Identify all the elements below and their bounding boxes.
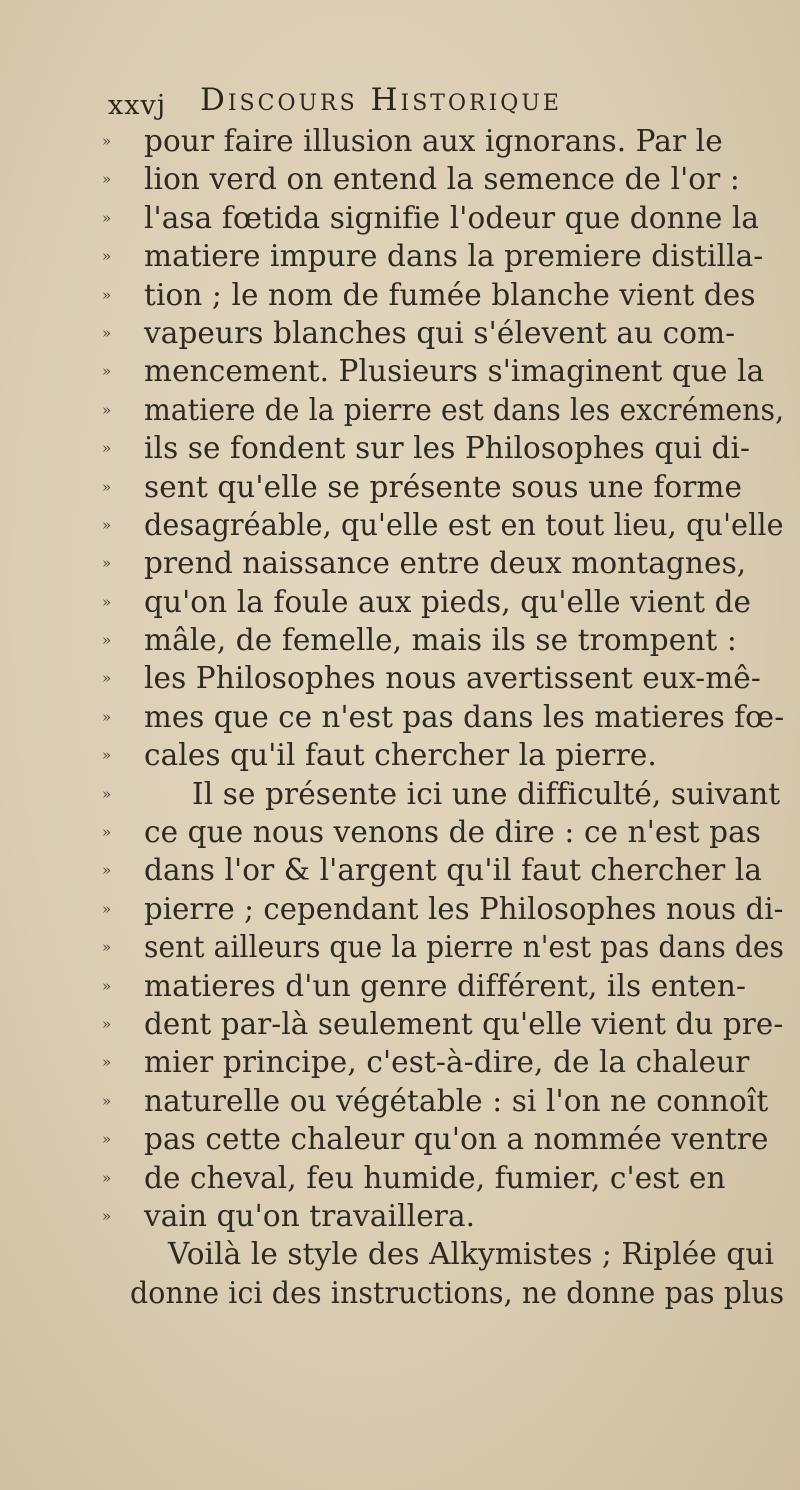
text-line-27: » pas cette chaleur qu'on a nommée ventre xyxy=(100,1120,780,1158)
quote-mark: » xyxy=(102,515,112,534)
page-header xyxy=(108,76,768,126)
quote-mark: » xyxy=(102,899,112,918)
quote-mark: » xyxy=(102,1168,112,1187)
text-line-4: » matiere impure dans la premiere distilla- xyxy=(100,237,780,275)
quote-mark: » xyxy=(102,362,112,381)
quote-mark: » xyxy=(102,439,112,458)
quote-mark: » xyxy=(102,1014,112,1033)
text-line-18: » Il se présente ici une difficulté, suivant xyxy=(100,775,780,813)
text-line-24: » dent par-là seulement qu'elle vient du pre- xyxy=(100,1005,780,1043)
quote-mark: » xyxy=(102,938,112,957)
quote-mark: » xyxy=(102,208,112,227)
quote-mark: » xyxy=(102,592,112,611)
text-line-23: » matieres d'un genre différent, ils enten- xyxy=(100,967,780,1005)
text-line-11: » desagréable, qu'elle est en tout lieu, qu'elle xyxy=(100,506,780,544)
text-line-16: » mes que ce n'est pas dans les matieres fœ- xyxy=(100,698,780,736)
text-line-10: » sent qu'elle se présente sous une forme xyxy=(100,468,780,506)
quote-mark: » xyxy=(102,746,112,765)
text-line-13: » qu'on la foule aux pieds, qu'elle vient de xyxy=(100,583,780,621)
quote-mark: » xyxy=(102,170,112,189)
page-number: xxvj xyxy=(108,90,167,121)
text-line-31: donne ici des instructions, ne donne pas plus xyxy=(130,1275,785,1310)
quote-mark: » xyxy=(102,132,112,150)
text-line-17: » cales qu'il faut chercher la pierre. xyxy=(100,736,780,774)
text-line-21: » pierre ; cependant les Philosophes nous di- xyxy=(100,890,780,928)
text-line-12: » prend naissance entre deux montagnes, xyxy=(100,544,780,582)
text-line-15: » les Philosophes nous avertissent eux-mê- xyxy=(100,659,780,697)
quote-mark: » xyxy=(102,554,112,573)
text-line-7: » mencement. Plusieurs s'imaginent que la xyxy=(100,352,780,390)
quote-mark: » xyxy=(102,1206,112,1225)
text-line-19: » ce que nous venons de dire : ce n'est pas xyxy=(100,813,780,851)
text-line-25: » mier principe, c'est-à-dire, de la chaleur xyxy=(100,1043,780,1081)
quote-mark: » xyxy=(102,823,112,842)
quote-mark: » xyxy=(102,631,112,650)
quote-mark: » xyxy=(102,1053,112,1072)
text-line-22: » sent ailleurs que la pierre n'est pas dans des xyxy=(100,928,780,966)
quote-mark: » xyxy=(102,669,112,688)
quote-mark: » xyxy=(102,707,112,726)
text-line-14: » mâle, de femelle, mais ils se trompent : xyxy=(100,621,780,659)
quote-mark: » xyxy=(102,247,112,266)
text-line-20: » dans l'or & l'argent qu'il faut chercher la xyxy=(100,851,780,889)
quote-mark: » xyxy=(102,1091,112,1110)
text-line-8: » matiere de la pierre est dans les excrémens, xyxy=(100,391,780,429)
text-line-6: » vapeurs blanches qui s'élevent au com- xyxy=(100,314,780,352)
text-line-3: » l'asa fœtida signifie l'odeur que donne la xyxy=(100,199,780,237)
quote-mark: » xyxy=(102,861,112,880)
quote-mark: » xyxy=(102,1130,112,1149)
text-line-29: » vain qu'on travaillera. xyxy=(100,1197,780,1235)
quote-mark: » xyxy=(102,285,112,304)
body-text xyxy=(100,122,785,1312)
text-line-1: » pour faire illusion aux ignorans. Par le xyxy=(100,122,780,160)
text-line-9: » ils se fondent sur les Philosophes qui di- xyxy=(100,429,780,467)
text-line-30: Voilà le style des Alkymistes ; Riplée qui xyxy=(168,1237,774,1272)
text-line-26: » naturelle ou végétable : si l'on ne connoît xyxy=(100,1082,780,1120)
text-line-5: » tion ; le nom de fumée blanche vient des xyxy=(100,276,780,314)
quote-mark: » xyxy=(102,400,112,419)
text-line-2: » lion verd on entend la semence de l'or : xyxy=(100,160,780,198)
quote-mark: » xyxy=(102,477,112,496)
quote-mark: » xyxy=(102,323,112,342)
text-line-28: » de cheval, feu humide, fumier, c'est en xyxy=(100,1159,780,1197)
quote-mark: » xyxy=(102,784,112,803)
running-title: Discours Historique xyxy=(200,82,562,118)
quote-mark: » xyxy=(102,976,112,995)
